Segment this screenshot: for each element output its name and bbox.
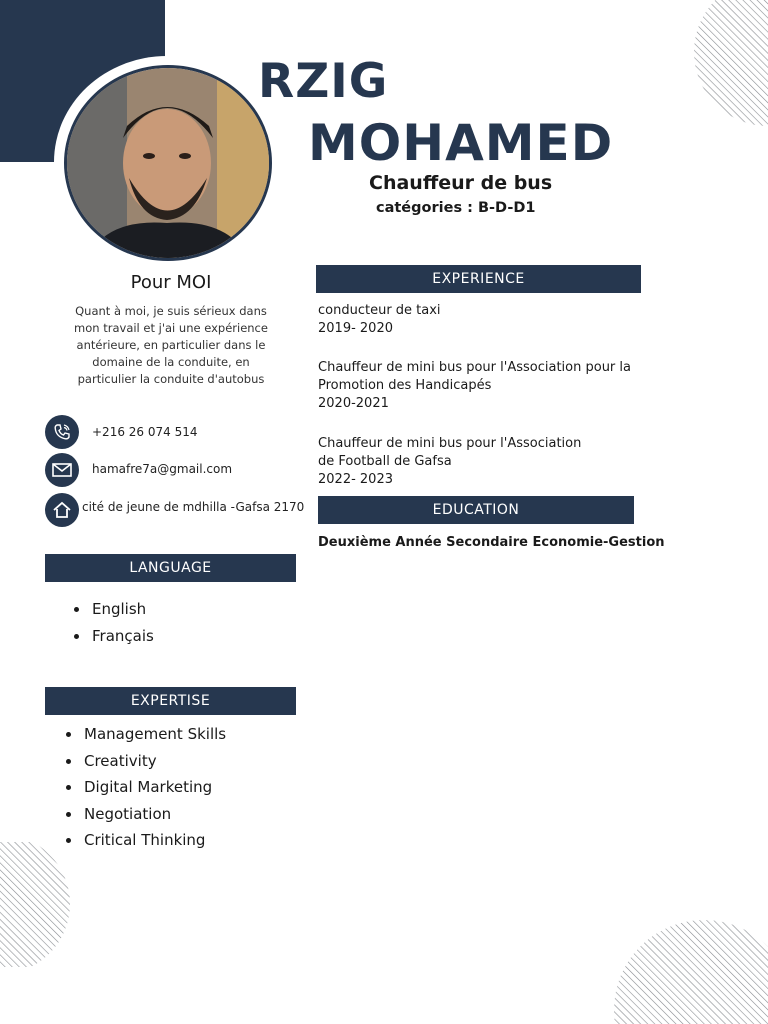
hatch-circle-bottom-left	[0, 842, 75, 967]
license-categories: catégories : B-D-D1	[376, 200, 536, 216]
experience-line: de Football de Gafsa	[318, 454, 452, 469]
language-section-header: LANGUAGE	[45, 554, 296, 582]
about-line: mon travail et j'ai une expérience	[74, 321, 268, 335]
list-item: Critical Thinking	[62, 827, 226, 854]
email-icon	[45, 453, 79, 487]
experience-line: Chauffeur de mini bus pour l'Association	[318, 436, 582, 451]
email-address: hamafre7a@gmail.com	[92, 462, 233, 476]
experience-line: Chauffeur de mini bus pour l'Association pour la	[318, 360, 631, 375]
about-title: Pour MOI	[130, 272, 212, 293]
hatch-circle-top-right	[690, 0, 768, 140]
phone-number: +216 26 074 514	[92, 425, 198, 439]
home-address: cité de jeune de mdhilla -Gafsa 2170	[82, 500, 305, 514]
job-title: Chauffeur de bus	[369, 172, 553, 194]
experience-line: Promotion des Handicapés	[318, 378, 492, 393]
list-item: Français	[70, 623, 154, 650]
phone-icon	[45, 415, 79, 449]
experience-entry	[318, 302, 658, 338]
experience-entry	[318, 359, 658, 413]
about-line: antérieure, en particulier dans le	[76, 338, 266, 352]
list-item: English	[70, 596, 154, 623]
last-name: MOHAMED	[308, 114, 614, 172]
expertise-list	[62, 721, 226, 854]
home-icon	[45, 493, 79, 527]
about-line: domaine de la conduite, en	[92, 355, 250, 369]
about-text	[58, 303, 284, 388]
first-name: RZIG	[258, 54, 389, 109]
experience-line: 2022- 2023	[318, 472, 393, 487]
profile-photo	[64, 65, 272, 261]
education-section-header: EDUCATION	[318, 496, 634, 524]
experience-line: conducteur de taxi	[318, 303, 441, 318]
list-item: Management Skills	[62, 721, 226, 748]
list-item: Negotiation	[62, 801, 226, 828]
hatch-circle-bottom-right	[612, 918, 768, 1024]
expertise-section-header: EXPERTISE	[45, 687, 296, 715]
experience-entry	[318, 435, 658, 489]
experience-line: 2020-2021	[318, 396, 389, 411]
experience-line: 2019- 2020	[318, 321, 393, 336]
language-list	[70, 596, 154, 649]
experience-section-header: EXPERIENCE	[316, 265, 641, 293]
list-item: Digital Marketing	[62, 774, 226, 801]
about-line: particulier la conduite d'autobus	[77, 372, 265, 386]
about-line: Quant à moi, je suis sérieux dans	[75, 304, 267, 318]
list-item: Creativity	[62, 748, 226, 775]
education-entry: Deuxième Année Secondaire Economie-Gestion	[318, 535, 665, 550]
